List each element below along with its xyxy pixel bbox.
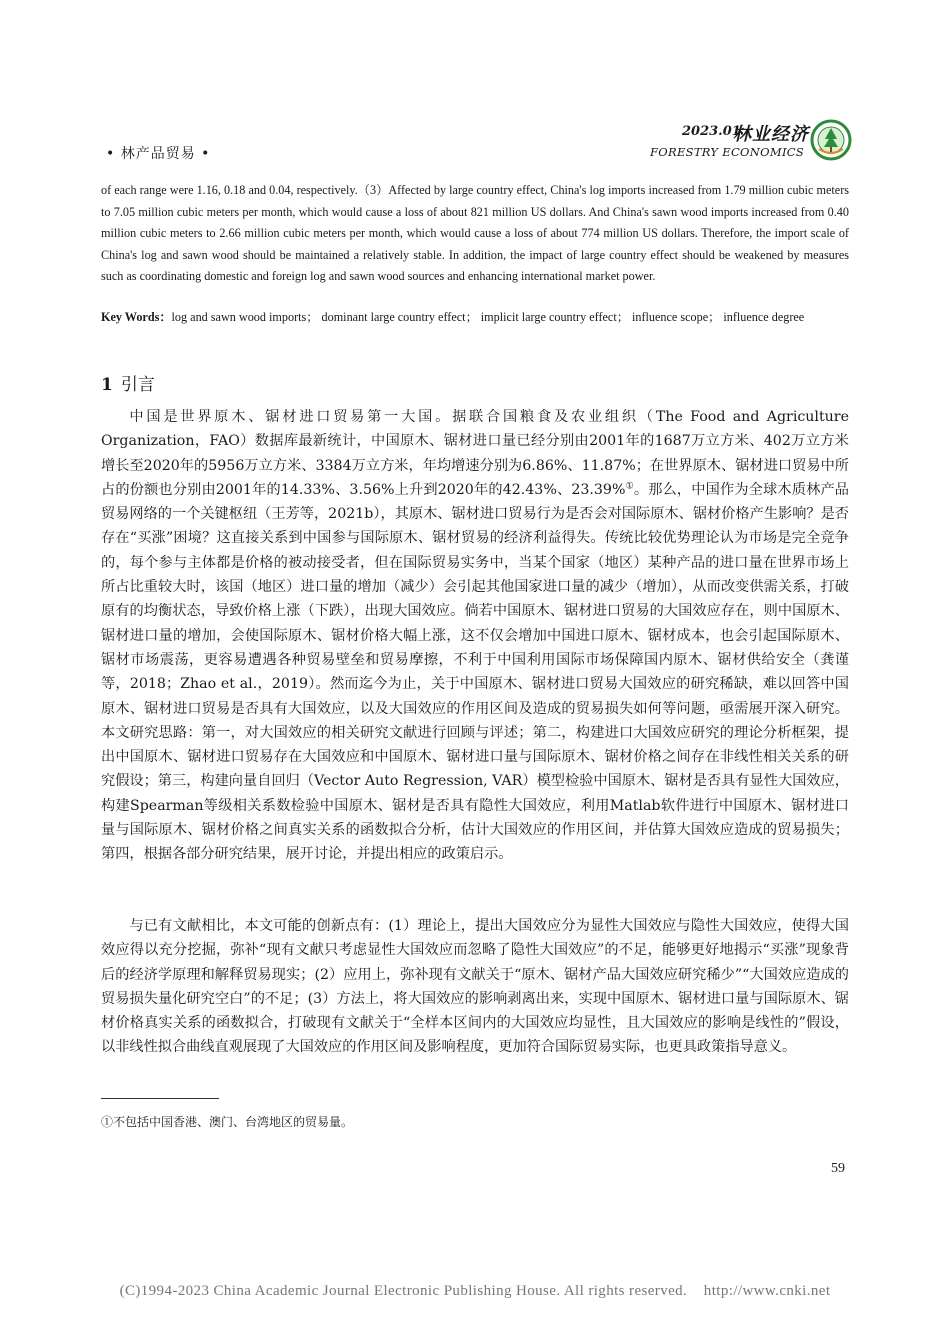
journal-name-en: FORESTRY ECONOMICS [650,145,805,159]
journal-name: 林业经济 [733,124,809,145]
body-paragraph-2: 与已有文献相比，本文可能的创新点有：(1）理论上，提出大国效应分为显性大国效应与隐性大国效应，使得大国效应得以充分挖掘，弥补“现有文献只考虑显性大国效应而忽略了隐性大国效应”的不足，能够更好地揭示“买涨”现象背后的经济学原理和解释贸易现实；(2）应用上，弥补现有文献关于“原木、锯材产品大国效应研究稀少”“大国效应造成的贸易损失量化研究空白”的不足；(3）方法上，将大国效应的影响剥离出来，实现中国原木、锯材进口量与国际原木、锯材价格真实关系的函数拟合，打破现有文献关于“全样本区间内的大国效应均显性，且大国效应的影响是线性的”假设，以非线性拟合曲线直观展现了大国效应的作用区间及影响程度，更加符合国际贸易实际，也更具政策指导意义。 [101,918,849,1056]
paragraph-1-part-b: 。那么，中国作为全球木质林产品贸易网络的一个关键枢纽（王芳等，2021b），其原木、锯材进口贸易行为是否会对国际原木、锯材价格产生影响？是否存在“买涨”困境？这直接关系到中国参与国际原木、锯材贸易的经济利益得失。传统比较优势理论认为市场是完全竞争的，每个参与主体都是价格的被动接受者，但在国际贸易实务中，当某个国家（地区）某种产品的进口量在世界市场上所占比重较大时，该国（地区）进口量的增加（减少）会引起其他国家进口量的减少（增加），从而改变供需关系，打破原有的均衡状态，导致价格上涨（下跌），出现大国效应。倘若中国原木、锯材进口贸易的大国效应存在，则中国原木、锯材进口量的增加，会使国际原木、锯材价格大幅上涨，这不仅会增加中国进口原木、锯材成本，也会引起国际原木、锯材市场震荡，更容易遭遇各种贸易壁垒和贸易摩擦，不利于中国利用国际市场保障国内原木、锯材供给安全（龚谨等，2018；Zhao et al.，2019）。然而迄今为止，关于中国原木、锯材进口贸易大国效应的研究稀缺，难以回答中国原木、锯材进口贸易是否具有大国效应，以及大国效应的作用区间及造成的贸易损失如何等问题，亟需展开深入研究。本文研究思路：第一，对大国效应的相关研究文献进行回顾与评述；第二，构建进口大国效应研究的理论分析框架，提出中国原木、锯材进口贸易存在大国效应和中国原木、锯材进口量与国际原木、锯材价格之间存在非线性相关关系的研究假设；第三，构建向量自回归（Vector Auto Regression, VAR）模型检验中国原木、锯材是否具有显性大国效应，构建Spearman等级相关系数检验中国原木、锯材是否具有隐性大国效应，利用Matlab软件进行中国原木、锯材进口量与国际原木、锯材价格之间真实关系的函数拟合分析，估计大国效应的作用区间，并估算大国效应造成的贸易损失；第四，根据各部分研究结果，展开讨论，并提出相应的政策启示。 [101,481,849,863]
footnote-marker[interactable]: ① [625,481,634,492]
copyright-watermark: (C)1994-2023 China Academic Journal Electronic Publishing House. All rights reserved. http://www.cnki.net [119,1283,831,1299]
section-title: 引言 [120,375,155,395]
section-heading [101,370,155,395]
footnote-divider [101,1098,219,1099]
keywords-text: log and sawn wood imports； dominant large country effect； implicit large country effect； influence scope； influence degree [171,310,805,324]
page-number: 59 [831,1161,845,1176]
paragraph-1-part-a: 中国是世界原木、锯材进口贸易第一大国。据联合国粮食及农业组织（The Food and Agriculture Organization，FAO）数据库最新统计，中国原木、锯材进口量已经分别由2001年的1687万立方米、402万立方米增长至2020年的5956万立方米、3384万立方米，年均增速分别为6.86%、11.87%；在世界原木、锯材进口贸易中所占的份额也分别由2001年的14.33%、3.56%上升到2020年的42.43%、23.39% [101,409,849,498]
keywords [101,307,849,329]
abstract-text: of each range were 1.16, 0.18 and 0.04, respectively.（3）Affected by large country effect, China's log imports increased from 1.79 million cubic meters to 7.05 million cubic meters per month, which would cause a loss of about 821 million US dollars. And China's sawn wood imports increased from 0.40 million cubic meters to 2.66 million cubic meters per month, which would cause a loss of about 774 million US dollars. Therefore, the import scale of China's log and sawn wood should be maintained a relatively stable. In addition, the impact of large country effect should be weakened by measures such as coordinating domestic and foreign log and sawn wood sources and enhancing international market power. [101,183,849,283]
keywords-label: Key Words： [101,310,172,324]
section-label: • 林产品贸易 • [106,146,211,162]
forestry-economics-logo-icon [810,119,852,161]
body-paragraph-1 [101,405,849,867]
footnote: ①不包括中国香港、澳门、台湾地区的贸易量。 [101,1115,354,1129]
journal-issue: 2023.01 [682,124,741,139]
section-number: 1 [101,375,113,395]
